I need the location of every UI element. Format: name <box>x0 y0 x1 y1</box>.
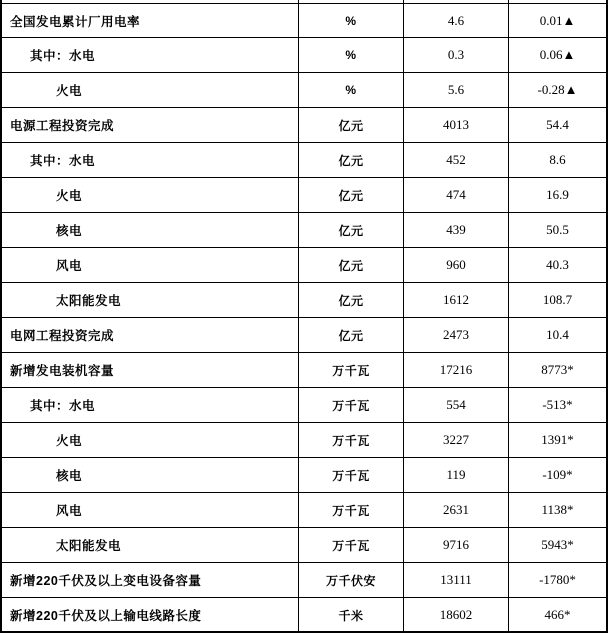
unit-cell: 万千瓦 <box>299 493 404 527</box>
indicator-cell: 风电 <box>2 248 299 282</box>
value-cell: 18602 <box>404 598 509 632</box>
table-row <box>2 423 606 458</box>
change-cell: 8.6 <box>549 152 566 167</box>
indicator-cell: 电源工程投资完成 <box>2 108 299 142</box>
table-row <box>2 73 606 108</box>
indicator-cell: 火电 <box>2 73 299 107</box>
change-cell: 50.5 <box>546 222 569 237</box>
change-cell: 108.7 <box>542 292 573 307</box>
value-cell: 0.3 <box>404 38 509 72</box>
value-cell: 4013 <box>404 108 509 142</box>
change-cell: 1138* <box>541 502 574 517</box>
value-cell: 439 <box>404 213 509 247</box>
table-row <box>2 388 606 423</box>
indicator-cell: 核电 <box>2 458 299 492</box>
change-cell <box>509 0 606 3</box>
unit-cell: % <box>299 38 404 72</box>
table-row <box>2 353 606 388</box>
change-cell: -109* <box>542 467 573 482</box>
unit-cell: 万千瓦 <box>299 458 404 492</box>
change-cell: 40.3 <box>546 257 569 272</box>
change-cell: -0.28▲ <box>537 82 578 97</box>
value-cell: 3227 <box>404 423 509 457</box>
table-row <box>2 178 606 213</box>
unit-cell: 亿元 <box>299 143 404 177</box>
indicator-cell: 其中：水电 <box>2 388 299 422</box>
unit-cell <box>299 0 404 3</box>
value-cell: 474 <box>404 178 509 212</box>
unit-cell: 亿元 <box>299 248 404 282</box>
change-cell: -1780* <box>539 572 576 587</box>
table-row <box>2 318 606 353</box>
change-cell: -513* <box>542 397 573 412</box>
change-cell: 16.9 <box>546 187 569 202</box>
indicator-cell: 其中：水电 <box>2 38 299 72</box>
value-cell: 17216 <box>404 353 509 387</box>
table-row <box>2 563 606 598</box>
indicator-cell: 太阳能发电 <box>2 528 299 562</box>
table-row <box>2 458 606 493</box>
unit-cell: % <box>299 73 404 107</box>
indicator-cell: 其中：水电 <box>2 143 299 177</box>
indicator-cell: 新增发电装机容量 <box>2 353 299 387</box>
indicator-cell: 新增220千伏及以上变电设备容量 <box>2 563 299 597</box>
change-cell: 8773* <box>541 362 574 377</box>
value-cell: 4.6 <box>404 4 509 37</box>
change-cell: 0.01▲ <box>539 12 576 28</box>
table-row <box>2 598 606 633</box>
value-cell: 554 <box>404 388 509 422</box>
table-row <box>2 283 606 318</box>
value-cell <box>404 0 509 3</box>
value-cell: 2631 <box>404 493 509 527</box>
table-body <box>2 4 606 633</box>
change-cell: 5943* <box>541 537 574 552</box>
unit-cell: 亿元 <box>299 318 404 352</box>
value-cell: 452 <box>404 143 509 177</box>
unit-cell: 万千瓦 <box>299 423 404 457</box>
indicator-cell: 核电 <box>2 213 299 247</box>
change-cell: 0.06▲ <box>539 47 576 62</box>
unit-cell: 亿元 <box>299 213 404 247</box>
table-row <box>2 108 606 143</box>
value-cell: 1612 <box>404 283 509 317</box>
indicator-cell: 火电 <box>2 423 299 457</box>
change-cell: 54.4 <box>546 117 569 132</box>
indicator-cell: 新增220千伏及以上输电线路长度 <box>2 598 299 632</box>
table-row <box>2 38 606 73</box>
table-row <box>2 213 606 248</box>
value-cell: 960 <box>404 248 509 282</box>
value-cell: 2473 <box>404 318 509 352</box>
unit-cell: 千米 <box>299 598 404 632</box>
unit-cell: 亿元 <box>299 178 404 212</box>
value-cell: 5.6 <box>404 73 509 107</box>
table-row <box>2 528 606 563</box>
indicator-cell <box>2 0 299 3</box>
change-cell: 466* <box>544 607 571 622</box>
table-row <box>2 143 606 178</box>
value-cell: 9716 <box>404 528 509 562</box>
table-row <box>2 4 606 38</box>
indicator-cell: 太阳能发电 <box>2 283 299 317</box>
change-cell: 1391* <box>541 432 574 447</box>
unit-cell: 万千瓦 <box>299 528 404 562</box>
unit-cell: % <box>299 4 404 37</box>
unit-cell: 万千瓦 <box>299 388 404 422</box>
unit-cell: 万千瓦 <box>299 353 404 387</box>
indicator-cell: 火电 <box>2 178 299 212</box>
unit-cell: 亿元 <box>299 283 404 317</box>
value-cell: 13111 <box>404 563 509 597</box>
table-row <box>2 248 606 283</box>
unit-cell: 万千伏安 <box>299 563 404 597</box>
change-cell: 10.4 <box>546 327 569 342</box>
indicator-cell: 全国发电累计厂用电率 <box>2 4 299 37</box>
indicator-cell: 风电 <box>2 493 299 527</box>
indicator-cell: 电网工程投资完成 <box>2 318 299 352</box>
table-row <box>2 493 606 528</box>
value-cell: 119 <box>404 458 509 492</box>
unit-cell: 亿元 <box>299 108 404 142</box>
